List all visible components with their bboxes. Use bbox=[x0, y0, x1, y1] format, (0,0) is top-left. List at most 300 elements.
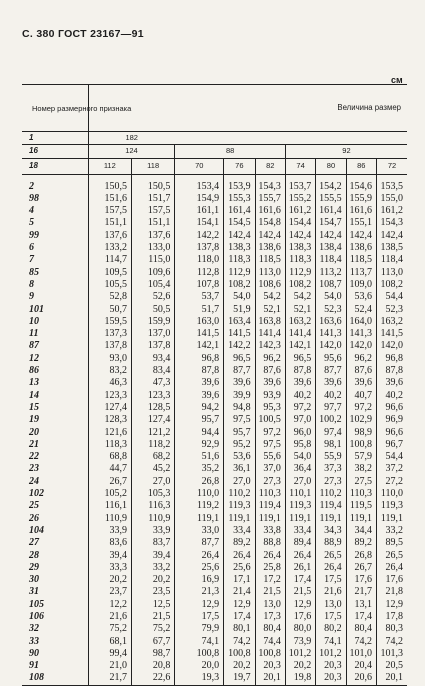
table-cell: 20,3 bbox=[255, 660, 285, 672]
table-cell: 52,8 bbox=[88, 291, 131, 303]
table-cell: 26,4 bbox=[175, 550, 224, 562]
table-cell: 105,3 bbox=[131, 488, 174, 500]
row2-value-c: 92 bbox=[285, 145, 407, 158]
table-cell: 163,2 bbox=[377, 316, 408, 328]
table-cell: 101,2 bbox=[316, 648, 346, 660]
table-cell: 108,2 bbox=[285, 279, 315, 291]
feature-number: 98 bbox=[29, 192, 39, 204]
table-cell: 79,9 bbox=[175, 623, 224, 635]
table-cell: 105,2 bbox=[88, 488, 131, 500]
table-cell: 74,4 bbox=[255, 636, 285, 648]
table-cell: 159,5 bbox=[88, 316, 131, 328]
table-cell: 68,1 bbox=[88, 636, 131, 648]
table-cell: 68,8 bbox=[88, 451, 131, 463]
table-cell: 99,4 bbox=[88, 648, 131, 660]
table-cell: 110,3 bbox=[255, 488, 285, 500]
unit-label: см bbox=[391, 75, 403, 85]
table-cell: 39,6 bbox=[346, 377, 376, 389]
table-cell: 37,2 bbox=[377, 463, 408, 475]
table-cell: 26,7 bbox=[88, 476, 131, 488]
table-cell: 26,4 bbox=[224, 550, 255, 562]
feature-number: 2 bbox=[29, 180, 34, 192]
table-cell: 141,5 bbox=[224, 328, 255, 340]
table-cell: 13,0 bbox=[255, 599, 285, 611]
feature-number: 5 bbox=[29, 217, 34, 229]
table-row bbox=[22, 427, 407, 439]
table-cell: 27,0 bbox=[131, 476, 174, 488]
feature-number: 27 bbox=[29, 537, 39, 549]
table-cell: 27,5 bbox=[346, 476, 376, 488]
table-cell: 20,2 bbox=[88, 574, 131, 586]
table-cell: 12,5 bbox=[131, 599, 174, 611]
table-cell: 26,4 bbox=[285, 550, 315, 562]
table-cell: 17,6 bbox=[377, 574, 408, 586]
table-cell: 93,4 bbox=[131, 353, 174, 365]
table-cell: 163,6 bbox=[316, 316, 346, 328]
table-cell: 108,2 bbox=[224, 279, 255, 291]
table-cell: 142,0 bbox=[377, 340, 408, 352]
table-cell: 119,1 bbox=[255, 513, 285, 525]
table-cell: 155,7 bbox=[255, 193, 285, 205]
table-cell: 150,5 bbox=[88, 181, 131, 193]
feature-number: 4 bbox=[29, 205, 34, 217]
table-cell: 137,6 bbox=[131, 230, 174, 242]
table-cell: 52,3 bbox=[316, 304, 346, 316]
table-cell: 39,4 bbox=[131, 550, 174, 562]
table-cell: 75,2 bbox=[88, 623, 131, 635]
table-cell: 26,8 bbox=[346, 550, 376, 562]
table-cell: 119,3 bbox=[224, 500, 255, 512]
feature-number: 7 bbox=[29, 254, 34, 266]
table-cell: 154,3 bbox=[255, 181, 285, 193]
table-row bbox=[22, 291, 407, 303]
col-header: 74 bbox=[285, 158, 315, 174]
table-cell: 155,0 bbox=[377, 193, 408, 205]
table-row bbox=[22, 181, 407, 193]
table-cell: 23,5 bbox=[131, 586, 174, 598]
header-right: Величина размер bbox=[88, 85, 407, 132]
table-cell: 142,2 bbox=[224, 340, 255, 352]
table-cell: 110,9 bbox=[88, 513, 131, 525]
table-cell: 87,6 bbox=[346, 365, 376, 377]
table-cell: 119,4 bbox=[316, 500, 346, 512]
table-row bbox=[22, 230, 407, 242]
table-cell: 74,2 bbox=[346, 636, 376, 648]
table-cell: 100,2 bbox=[316, 414, 346, 426]
table-cell: 23,7 bbox=[88, 586, 131, 598]
table-cell: 20,1 bbox=[255, 672, 285, 685]
table-cell: 20,4 bbox=[346, 660, 376, 672]
table-cell: 39,6 bbox=[285, 377, 315, 389]
table-cell: 109,5 bbox=[88, 267, 131, 279]
table-cell: 112,9 bbox=[285, 267, 315, 279]
feature-number: 25 bbox=[29, 500, 39, 512]
table-cell: 39,6 bbox=[224, 377, 255, 389]
table-cell: 137,6 bbox=[88, 230, 131, 242]
table-cell: 52,4 bbox=[346, 304, 376, 316]
table-cell: 83,6 bbox=[88, 537, 131, 549]
table-row bbox=[22, 672, 407, 685]
table-cell: 95,7 bbox=[175, 414, 224, 426]
table-cell: 138,6 bbox=[255, 242, 285, 254]
table-cell: 116,3 bbox=[131, 500, 174, 512]
table-row bbox=[22, 414, 407, 426]
table-cell: 142,3 bbox=[255, 340, 285, 352]
table-cell: 33,9 bbox=[88, 525, 131, 537]
table-cell: 80,2 bbox=[316, 623, 346, 635]
col-header: 112 bbox=[88, 158, 131, 174]
table-cell: 20,3 bbox=[316, 660, 346, 672]
table-cell: 17,1 bbox=[224, 574, 255, 586]
table-cell: 154,4 bbox=[285, 217, 315, 229]
table-cell: 89,5 bbox=[377, 537, 408, 549]
table-cell: 161,6 bbox=[346, 205, 376, 217]
table-cell: 154,8 bbox=[255, 217, 285, 229]
feature-number: 102 bbox=[29, 488, 44, 500]
table-cell: 161,6 bbox=[255, 205, 285, 217]
table-cell: 154,3 bbox=[377, 217, 408, 229]
table-cell: 39,6 bbox=[255, 377, 285, 389]
table-cell: 52,3 bbox=[377, 304, 408, 316]
table-cell: 39,6 bbox=[316, 377, 346, 389]
table-cell: 108,2 bbox=[377, 279, 408, 291]
table-cell: 34,3 bbox=[316, 525, 346, 537]
table-cell: 100,5 bbox=[255, 414, 285, 426]
table-cell: 153,5 bbox=[377, 181, 408, 193]
table-cell: 127,4 bbox=[131, 414, 174, 426]
table-cell: 54,4 bbox=[377, 291, 408, 303]
table-row bbox=[22, 611, 407, 623]
feature-number: 9 bbox=[29, 291, 34, 303]
table-cell: 27,3 bbox=[316, 476, 346, 488]
feature-number: 87 bbox=[29, 340, 39, 352]
size-table bbox=[22, 84, 407, 686]
table-cell: 95,6 bbox=[316, 353, 346, 365]
table-cell: 95,8 bbox=[285, 439, 315, 451]
feature-number: 15 bbox=[29, 401, 39, 413]
table-cell: 118,2 bbox=[131, 439, 174, 451]
table-cell: 40,7 bbox=[346, 390, 376, 402]
table-cell: 161,4 bbox=[224, 205, 255, 217]
table-cell: 138,6 bbox=[346, 242, 376, 254]
table-cell: 27,3 bbox=[255, 476, 285, 488]
table-cell: 96,0 bbox=[285, 427, 315, 439]
table-cell: 93,0 bbox=[88, 353, 131, 365]
table-cell: 80,0 bbox=[285, 623, 315, 635]
table-cell: 21,5 bbox=[255, 586, 285, 598]
table-cell: 113,7 bbox=[346, 267, 376, 279]
table-cell: 161,2 bbox=[377, 205, 408, 217]
table-cell: 97,2 bbox=[255, 427, 285, 439]
table-cell: 38,2 bbox=[346, 463, 376, 475]
table-cell: 96,8 bbox=[377, 353, 408, 365]
table-cell: 97,0 bbox=[285, 414, 315, 426]
table-cell: 20,1 bbox=[377, 672, 408, 685]
table-cell: 21,6 bbox=[316, 586, 346, 598]
table-cell: 115,0 bbox=[131, 254, 174, 266]
table-cell: 88,8 bbox=[255, 537, 285, 549]
feature-number: 14 bbox=[29, 389, 39, 401]
feature-number: 31 bbox=[29, 586, 39, 598]
table-cell: 102,9 bbox=[346, 414, 376, 426]
table-cell: 97,5 bbox=[255, 439, 285, 451]
table-cell: 20,3 bbox=[316, 672, 346, 685]
table-cell: 39,6 bbox=[175, 390, 224, 402]
table-cell: 94,8 bbox=[224, 402, 255, 414]
table-cell: 37,3 bbox=[316, 463, 346, 475]
table-row bbox=[22, 500, 407, 512]
table-cell: 97,5 bbox=[224, 414, 255, 426]
table-cell: 137,0 bbox=[131, 328, 174, 340]
feature-number: 12 bbox=[29, 352, 39, 364]
table-cell: 74,2 bbox=[377, 636, 408, 648]
table-cell: 155,9 bbox=[346, 193, 376, 205]
table-cell: 25,6 bbox=[224, 562, 255, 574]
feature-number: 101 bbox=[29, 303, 44, 315]
table-cell: 155,1 bbox=[346, 217, 376, 229]
table-cell: 123,3 bbox=[88, 390, 131, 402]
table-cell: 100,8 bbox=[224, 648, 255, 660]
table-cell: 96,2 bbox=[255, 353, 285, 365]
table-cell: 137,3 bbox=[88, 328, 131, 340]
row1-label: 1 bbox=[22, 132, 88, 145]
table-cell: 98,9 bbox=[346, 427, 376, 439]
table-row bbox=[22, 205, 407, 217]
table-row bbox=[22, 377, 407, 389]
table-cell: 142,1 bbox=[175, 340, 224, 352]
table-cell: 68,2 bbox=[131, 451, 174, 463]
table-row bbox=[22, 340, 407, 352]
table-cell: 52,6 bbox=[131, 291, 174, 303]
table-cell: 153,9 bbox=[224, 181, 255, 193]
table-cell: 113,2 bbox=[316, 267, 346, 279]
table-cell: 118,4 bbox=[316, 254, 346, 266]
table-cell: 16,9 bbox=[175, 574, 224, 586]
table-cell: 95,2 bbox=[224, 439, 255, 451]
table-row bbox=[22, 513, 407, 525]
table-cell: 34,4 bbox=[346, 525, 376, 537]
feature-number: 21 bbox=[29, 438, 39, 450]
table-cell: 87,8 bbox=[377, 365, 408, 377]
table-cell: 87,8 bbox=[285, 365, 315, 377]
table-cell: 21,5 bbox=[285, 586, 315, 598]
table-cell: 163,2 bbox=[285, 316, 315, 328]
table-cell: 96,6 bbox=[377, 402, 408, 414]
table-cell: 33,3 bbox=[88, 562, 131, 574]
table-cell: 154,2 bbox=[316, 181, 346, 193]
table-row bbox=[22, 304, 407, 316]
table-cell: 80,4 bbox=[255, 623, 285, 635]
table-cell: 83,4 bbox=[131, 365, 174, 377]
table-cell: 119,3 bbox=[285, 500, 315, 512]
table-row bbox=[22, 488, 407, 500]
table-cell: 128,3 bbox=[88, 414, 131, 426]
table-cell: 154,5 bbox=[224, 217, 255, 229]
table-cell: 88,9 bbox=[316, 537, 346, 549]
table-cell: 98,7 bbox=[131, 648, 174, 660]
table-cell: 33,8 bbox=[255, 525, 285, 537]
table-cell: 138,3 bbox=[224, 242, 255, 254]
table-cell: 92,9 bbox=[175, 439, 224, 451]
feature-number: 33 bbox=[29, 635, 39, 647]
table-cell: 119,1 bbox=[346, 513, 376, 525]
table-cell: 101,0 bbox=[346, 648, 376, 660]
table-cell: 121,2 bbox=[131, 427, 174, 439]
table-cell: 153,7 bbox=[285, 181, 315, 193]
table-cell: 36,1 bbox=[224, 463, 255, 475]
table-cell: 118,5 bbox=[346, 254, 376, 266]
table-cell: 108,6 bbox=[255, 279, 285, 291]
table-row bbox=[22, 402, 407, 414]
table-cell: 33,0 bbox=[175, 525, 224, 537]
table-cell: 46,3 bbox=[88, 377, 131, 389]
table-cell: 39,6 bbox=[377, 377, 408, 389]
table-cell: 21,6 bbox=[88, 611, 131, 623]
table-cell: 101,3 bbox=[377, 648, 408, 660]
table-cell: 141,5 bbox=[377, 328, 408, 340]
table-cell: 87,8 bbox=[175, 365, 224, 377]
table-cell: 119,1 bbox=[316, 513, 346, 525]
table-cell: 138,3 bbox=[285, 242, 315, 254]
table-cell: 94,2 bbox=[175, 402, 224, 414]
table-row bbox=[22, 636, 407, 648]
table-cell: 96,5 bbox=[285, 353, 315, 365]
table-cell: 107,8 bbox=[175, 279, 224, 291]
table-cell: 89,2 bbox=[224, 537, 255, 549]
table-cell: 12,2 bbox=[88, 599, 131, 611]
table-cell: 118,3 bbox=[88, 439, 131, 451]
feature-number: 99 bbox=[29, 229, 39, 241]
table-row bbox=[22, 550, 407, 562]
table-cell: 123,3 bbox=[131, 390, 174, 402]
table-cell: 26,1 bbox=[285, 562, 315, 574]
table-cell: 57,9 bbox=[346, 451, 376, 463]
col-header: 76 bbox=[224, 158, 255, 174]
table-cell: 75,2 bbox=[131, 623, 174, 635]
table-row bbox=[22, 648, 407, 660]
table-cell: 118,0 bbox=[175, 254, 224, 266]
col-header: 118 bbox=[131, 158, 174, 174]
feature-number: 90 bbox=[29, 647, 39, 659]
table-cell: 157,5 bbox=[131, 205, 174, 217]
table-cell: 118,3 bbox=[224, 254, 255, 266]
table-cell: 40,2 bbox=[316, 390, 346, 402]
table-cell: 163,4 bbox=[224, 316, 255, 328]
table-cell: 98,1 bbox=[316, 439, 346, 451]
table-cell: 40,2 bbox=[377, 390, 408, 402]
table-cell: 26,5 bbox=[377, 550, 408, 562]
table-row bbox=[22, 451, 407, 463]
table-cell: 121,6 bbox=[88, 427, 131, 439]
table-cell: 21,5 bbox=[131, 611, 174, 623]
table-cell: 110,2 bbox=[316, 488, 346, 500]
table-cell: 20,2 bbox=[224, 660, 255, 672]
table-cell: 163,0 bbox=[175, 316, 224, 328]
table-row bbox=[22, 254, 407, 266]
table-cell: 87,7 bbox=[316, 365, 346, 377]
table-cell: 39,6 bbox=[175, 377, 224, 389]
table-cell: 119,3 bbox=[377, 500, 408, 512]
table-cell: 12,9 bbox=[285, 599, 315, 611]
feature-number: 13 bbox=[29, 377, 39, 389]
table-cell: 118,4 bbox=[377, 254, 408, 266]
table-cell: 96,7 bbox=[377, 439, 408, 451]
table-cell: 74,2 bbox=[224, 636, 255, 648]
table-cell: 74,1 bbox=[175, 636, 224, 648]
table-row bbox=[22, 537, 407, 549]
table-cell: 37,0 bbox=[255, 463, 285, 475]
table-cell: 74,1 bbox=[316, 636, 346, 648]
table-cell: 119,1 bbox=[377, 513, 408, 525]
table-cell: 55,9 bbox=[316, 451, 346, 463]
feature-number: 10 bbox=[29, 315, 39, 327]
table-cell: 44,7 bbox=[88, 463, 131, 475]
table-row bbox=[22, 193, 407, 205]
table-cell: 17,4 bbox=[224, 611, 255, 623]
table-cell: 151,1 bbox=[131, 217, 174, 229]
table-cell: 137,8 bbox=[131, 340, 174, 352]
table-cell: 20,5 bbox=[377, 660, 408, 672]
table-cell: 73,9 bbox=[285, 636, 315, 648]
feature-number: 85 bbox=[29, 266, 39, 278]
table-row bbox=[22, 476, 407, 488]
table-row bbox=[22, 353, 407, 365]
table-cell: 21,8 bbox=[377, 586, 408, 598]
table-cell: 80,1 bbox=[224, 623, 255, 635]
col-header: 80 bbox=[316, 158, 346, 174]
table-cell: 21,7 bbox=[346, 586, 376, 598]
table-cell: 154,1 bbox=[175, 217, 224, 229]
feature-number: 86 bbox=[29, 365, 39, 377]
row1-value: 182 bbox=[88, 132, 175, 145]
col-header: 86 bbox=[346, 158, 376, 174]
table-cell: 95,3 bbox=[255, 402, 285, 414]
table-cell: 87,6 bbox=[255, 365, 285, 377]
feature-number: 11 bbox=[29, 328, 39, 340]
table-cell: 105,4 bbox=[131, 279, 174, 291]
table-cell: 17,2 bbox=[255, 574, 285, 586]
table-cell: 19,7 bbox=[224, 672, 255, 685]
table-cell: 39,9 bbox=[224, 390, 255, 402]
table-cell: 110,0 bbox=[175, 488, 224, 500]
table-cell: 17,6 bbox=[346, 574, 376, 586]
feature-number: 20 bbox=[29, 426, 39, 438]
table-cell: 33,2 bbox=[377, 525, 408, 537]
table-cell: 26,5 bbox=[316, 550, 346, 562]
table-cell: 35,2 bbox=[175, 463, 224, 475]
feature-number: 6 bbox=[29, 242, 34, 254]
table-cell: 53,6 bbox=[346, 291, 376, 303]
table-cell: 17,5 bbox=[175, 611, 224, 623]
table-cell: 142,4 bbox=[346, 230, 376, 242]
table-cell: 161,4 bbox=[316, 205, 346, 217]
table-row bbox=[22, 525, 407, 537]
table-cell: 119,1 bbox=[175, 513, 224, 525]
table-cell: 45,2 bbox=[131, 463, 174, 475]
table-cell: 155,3 bbox=[224, 193, 255, 205]
table-cell: 114,7 bbox=[88, 254, 131, 266]
table-cell: 27,0 bbox=[224, 476, 255, 488]
table-cell: 119,1 bbox=[224, 513, 255, 525]
table-cell: 116,1 bbox=[88, 500, 131, 512]
table-cell: 95,7 bbox=[224, 427, 255, 439]
feature-number: 23 bbox=[29, 463, 39, 475]
table-cell: 26,8 bbox=[175, 476, 224, 488]
table-cell: 36,4 bbox=[285, 463, 315, 475]
table-cell: 17,5 bbox=[316, 574, 346, 586]
feature-number: 22 bbox=[29, 451, 39, 463]
table-cell: 55,6 bbox=[255, 451, 285, 463]
